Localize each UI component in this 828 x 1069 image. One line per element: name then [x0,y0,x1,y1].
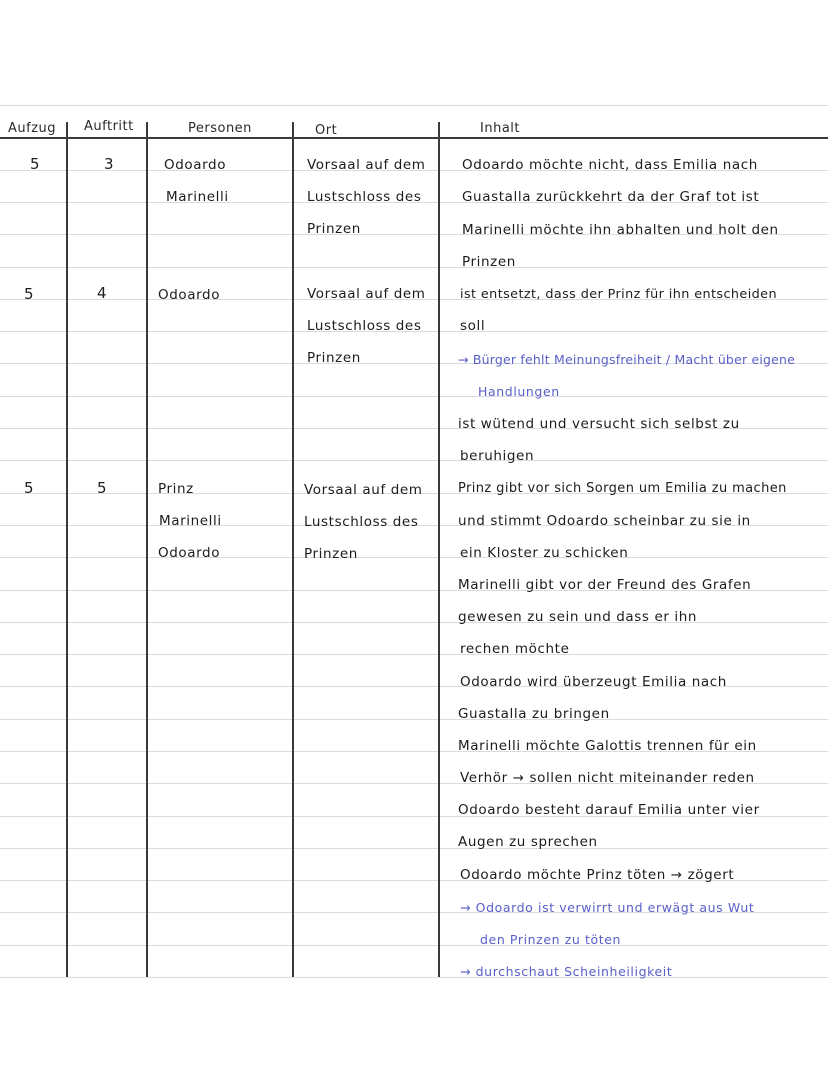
inhalt-line: Augen zu sprechen [458,834,598,850]
inhalt-line: rechen möchte [460,641,570,657]
row-ort-line: Lustschloss des [304,514,419,530]
inhalt-line: Odoardo wird überzeugt Emilia nach [460,674,727,690]
row-person: Prinz [158,481,194,497]
row-person: Marinelli [166,189,229,205]
ruled-line [0,654,828,655]
inhalt-note: Handlungen [478,384,560,399]
row-aufzug: 5 [30,155,41,173]
ruled-line [0,719,828,720]
header-aufzug: Aufzug [8,121,57,136]
row-ort-line: Lustschloss des [307,189,422,205]
inhalt-line: gewesen zu sein und dass er ihn [458,609,698,625]
inhalt-line: beruhigen [460,448,535,464]
ruled-line [0,267,828,268]
inhalt-note: → durchschaut Scheinheiligkeit [460,964,673,979]
header-underline [0,137,828,139]
inhalt-note: → Bürger fehlt Meinungsfreiheit / Macht über eigene [458,352,796,367]
row-auftritt: 5 [97,479,108,497]
inhalt-line: ein Kloster zu schicken [460,545,629,561]
inhalt-line: ist entsetzt, dass der Prinz für ihn entscheiden [460,287,777,302]
ruled-line [0,557,828,558]
row-person: Marinelli [159,513,222,529]
header-ort: Ort [315,123,338,138]
header-personen: Personen [188,121,252,136]
row-auftritt: 3 [104,155,115,173]
inhalt-line: Odoardo möchte nicht, dass Emilia nach [462,157,758,173]
inhalt-line: Marinelli gibt vor der Freund des Grafen [458,577,752,593]
inhalt-line: Odoardo besteht darauf Emilia unter vier [458,802,760,818]
inhalt-line: Odoardo möchte Prinz töten → zögert [460,867,735,883]
row-ort-line: Prinzen [304,546,358,562]
ruled-line [0,622,828,623]
column-divider-2 [146,122,148,977]
column-divider-1 [66,122,68,977]
row-person: Odoardo [164,157,227,173]
inhalt-line: Verhör → sollen nicht miteinander reden [460,770,755,786]
inhalt-line: Guastalla zurückkehrt da der Graf tot ist [462,189,760,205]
row-person: Odoardo [158,545,221,561]
ruled-line [0,105,828,106]
inhalt-line: Marinelli möchte Galottis trennen für ein [458,738,757,754]
row-ort-line: Lustschloss des [307,318,422,334]
row-aufzug: 5 [24,285,35,303]
header-auftritt: Auftritt [84,119,134,134]
inhalt-line: ist wütend und versucht sich selbst zu [458,416,740,432]
inhalt-line: und stimmt Odoardo scheinbar zu sie in [458,513,751,529]
row-auftritt: 4 [97,284,108,302]
row-aufzug: 5 [24,479,35,497]
ruled-line [0,945,828,946]
inhalt-line: soll [460,318,486,334]
ruled-line [0,848,828,849]
inhalt-line: Prinz gibt vor sich Sorgen um Emilia zu machen [458,481,787,496]
header-inhalt: Inhalt [480,121,520,136]
column-divider-4 [438,122,440,977]
row-ort-line: Prinzen [307,350,361,366]
ruled-line [0,396,828,397]
ruled-line [0,460,828,461]
column-divider-3 [292,122,294,977]
inhalt-line: Guastalla zu bringen [458,706,610,722]
row-ort-line: Prinzen [307,221,361,237]
inhalt-note: den Prinzen zu töten [480,932,622,947]
ruled-line [0,977,828,978]
row-ort-line: Vorsaal auf dem [304,482,423,498]
row-ort-line: Vorsaal auf dem [307,157,426,173]
inhalt-line: Marinelli möchte ihn abhalten und holt den [462,222,779,238]
row-person: Odoardo [158,287,221,303]
row-ort-line: Vorsaal auf dem [307,286,426,302]
inhalt-note: → Odoardo ist verwirrt und erwägt aus Wut [460,900,755,915]
inhalt-line: Prinzen [462,254,516,270]
